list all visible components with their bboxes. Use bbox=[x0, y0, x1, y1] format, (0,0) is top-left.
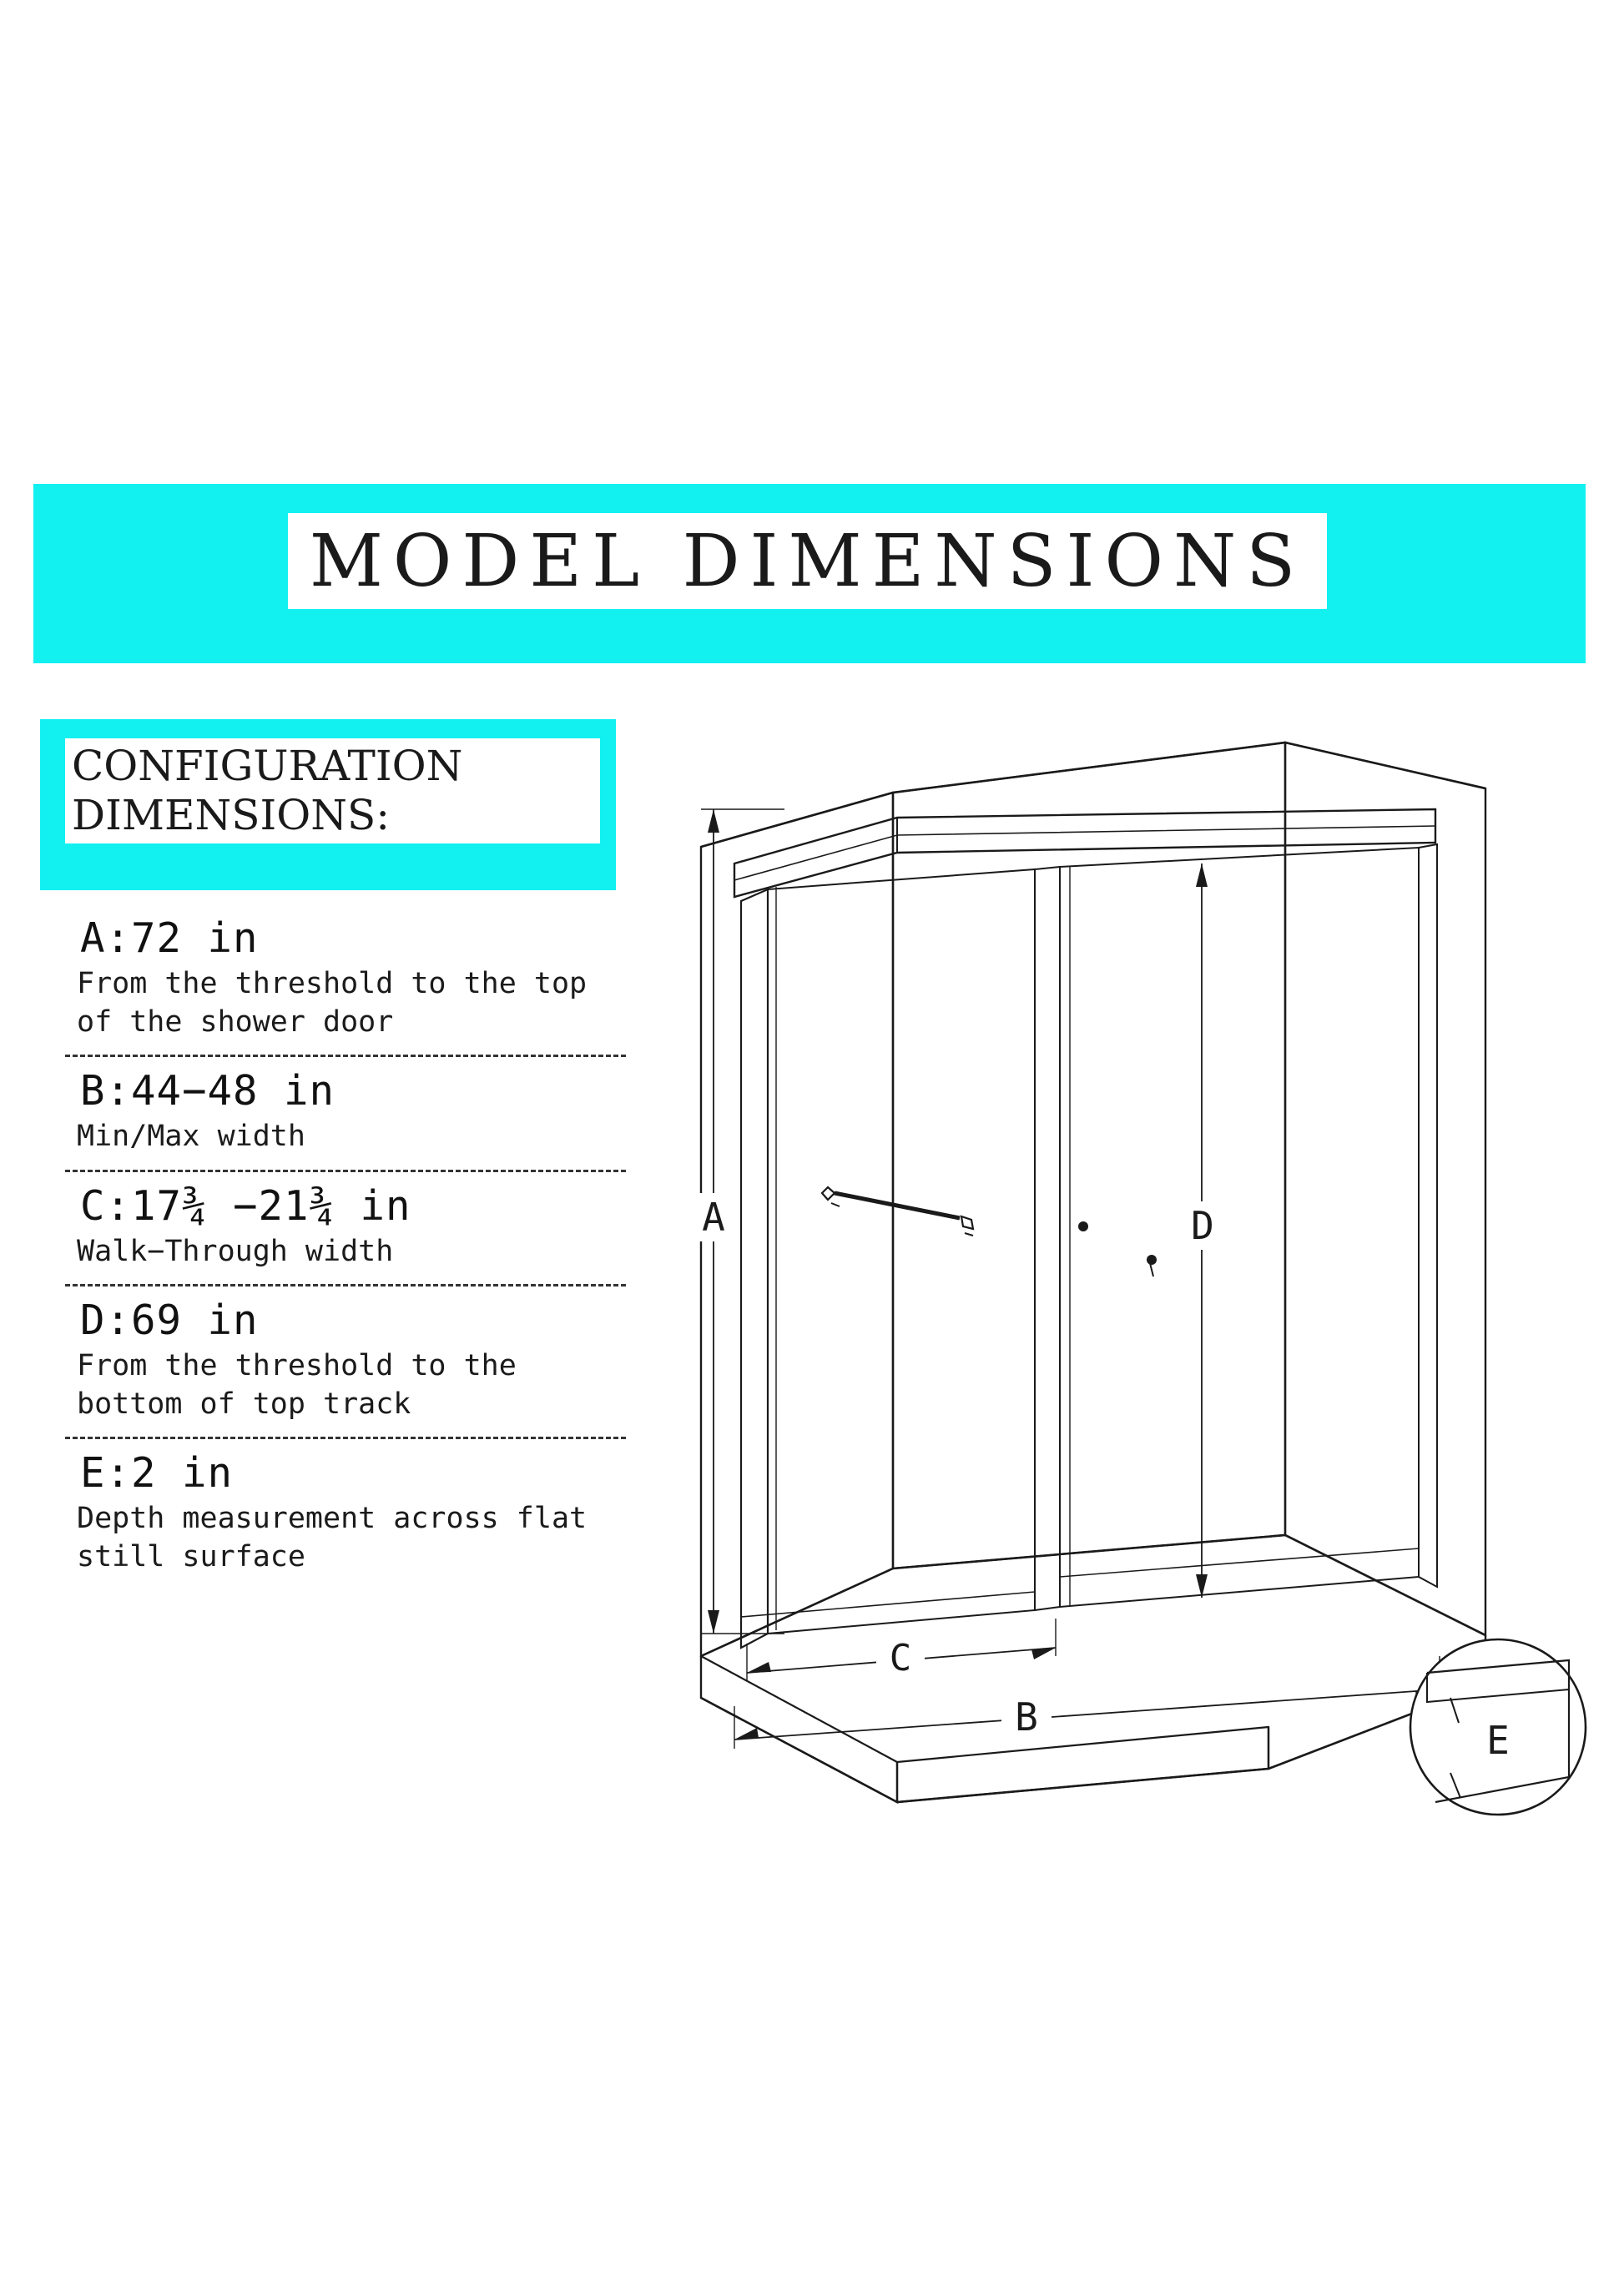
config-heading-plate bbox=[65, 738, 600, 843]
dimension-desc-a: From the threshold to the top of the shower door bbox=[77, 967, 588, 1039]
dimension-list bbox=[65, 909, 626, 1589]
dimension-code-d: D:69 in bbox=[80, 1297, 259, 1344]
dimension-desc-b: Min/Max width bbox=[77, 1120, 305, 1153]
shower-door-drawing bbox=[684, 692, 1602, 1860]
dimension-desc-d: From the threshold to the bottom of top track bbox=[77, 1349, 517, 1421]
page-title: MODEL DIMENSIONS bbox=[309, 519, 1306, 603]
dimension-item-b bbox=[65, 1067, 626, 1172]
dimension-code-a: A:72 in bbox=[80, 914, 259, 962]
diagram-label-a: A bbox=[702, 1195, 725, 1240]
dimension-code-b: B:44−48 in bbox=[80, 1067, 335, 1115]
config-heading-line1: CONFIGURATION bbox=[72, 742, 463, 790]
dimension-code-e: E:2 in bbox=[80, 1449, 234, 1497]
dimension-item-e bbox=[65, 1449, 626, 1589]
diagram-label-b: B bbox=[1015, 1694, 1038, 1740]
diagram-label-c: C bbox=[889, 1637, 912, 1679]
dimension-desc-e: Depth measurement across flat still surface bbox=[77, 1502, 588, 1573]
dimension-item-c bbox=[65, 1182, 626, 1287]
dimension-item-d bbox=[65, 1297, 626, 1439]
diagram-label-e: E bbox=[1486, 1718, 1510, 1763]
diagram-label-d: D bbox=[1191, 1203, 1214, 1248]
dimension-code-c: C:17¾ −21¾ in bbox=[80, 1181, 411, 1230]
dimension-item-a bbox=[65, 914, 626, 1057]
page-title-plate bbox=[288, 513, 1327, 609]
dimension-desc-c: Walk−Through width bbox=[77, 1234, 394, 1268]
config-heading-line2: DIMENSIONS: bbox=[72, 791, 391, 839]
